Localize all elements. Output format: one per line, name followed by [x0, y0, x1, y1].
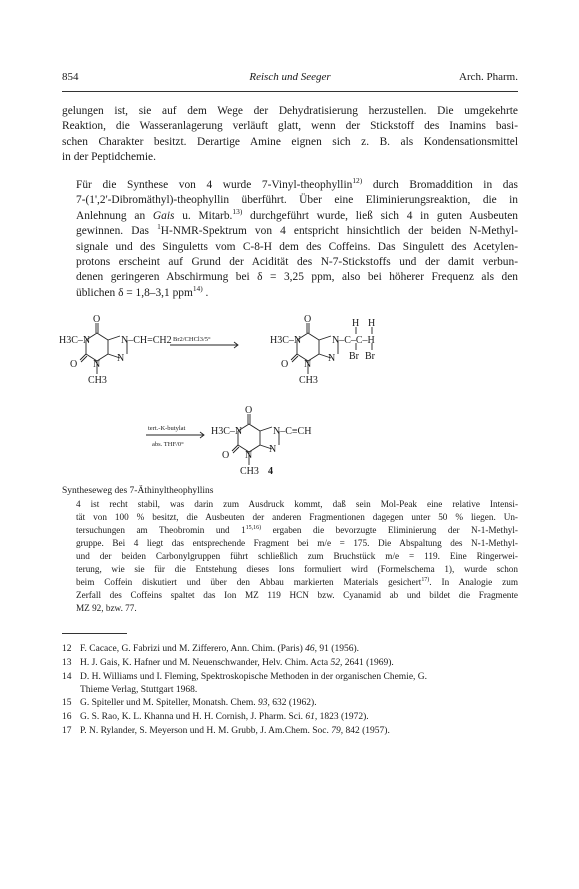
- footnote-text: G. Spiteller und M. Spiteller, Monatsh. Chem.: [80, 698, 258, 708]
- reference-marker: 15,16): [245, 524, 262, 531]
- text-line: 7-(1',2'-Dibromäthyl)-theophyllin überführt. Über eine Eliminierungsreaktion, die in: [76, 194, 518, 207]
- text-line: signale und des Singuletts vom C-8-H dem des Coffeins. Das Singulett des Acetylen-: [76, 240, 518, 253]
- footnote-text: G. S. Rao, K. L. Khanna und H. H. Cornish, J. Pharm. Sci.: [80, 712, 306, 722]
- text-line: terung, wie sie für die Entstehung dieses Ions formuliert wird (Formelschema 1), wurde schon: [76, 564, 518, 574]
- atom-label: Br: [349, 351, 359, 362]
- atom-label: O: [222, 450, 230, 461]
- volume-number: 79,: [331, 726, 344, 736]
- figure-caption: Syntheseweg des 7-Äthinyltheophyllins: [62, 486, 214, 496]
- text-line: in der Peptidchemie.: [62, 151, 156, 164]
- text-line: denen geringeren Abschirmung bei δ = 3,25 ppm, also bei höherer Frequenz als den: [76, 271, 518, 284]
- reference-marker: 12): [352, 176, 363, 186]
- footnote-text: 2641 (1969).: [342, 658, 394, 668]
- author-name: Gais: [152, 209, 175, 222]
- atom-label: Br: [365, 351, 375, 362]
- atom-label: H3C–N: [211, 426, 243, 437]
- reference-marker: 13): [232, 207, 243, 217]
- solvent-label: abs. THF/0°: [152, 441, 184, 448]
- atom-label: CH3: [240, 466, 259, 477]
- footnote-number: 17: [62, 726, 72, 736]
- compound-number: 4: [268, 466, 273, 477]
- atom-label: N: [269, 444, 277, 455]
- structure-vinyl-theophylline: [80, 323, 127, 374]
- footnote-text: 91 (1956).: [317, 644, 359, 654]
- atom-label: N: [93, 359, 101, 370]
- text-run: Für die Synthese von 4 wurde 7-Vinyl-theophyllin: [76, 179, 353, 191]
- text-run: H-NMR-Spektrum von 4 entspricht hinsichtlich der beiden N-Methyl-: [160, 225, 519, 238]
- isotope-marker: 1: [157, 222, 161, 232]
- atom-label: N–C≡CH: [273, 426, 312, 437]
- text-run: durchgeführt wurde, ließ sich 4 in guten Ausbeuten: [242, 209, 518, 222]
- text-line: protons erscheint auf Grund der Acidität des N-7-Stickstoffs und der damit verbun-: [76, 256, 518, 269]
- footnote-text: Thieme Verlag, Stuttgart 1968.: [80, 684, 198, 695]
- reagent-label: Br2/CHCl3/5°: [173, 336, 211, 343]
- footnote: [62, 697, 317, 710]
- footnote-number: 14: [62, 672, 72, 682]
- text-line: 4 ist recht stabil, was darin zum Ausdruck kommt, daß sein Mol-Peak eine relative Intensi-: [76, 499, 518, 509]
- atom-label: N: [245, 450, 253, 461]
- footnote: [62, 643, 359, 656]
- footnote-text: 842 (1957).: [343, 726, 390, 736]
- text-run: u. Mitarb.: [174, 209, 233, 222]
- footnote: [62, 657, 394, 670]
- text-line: gruppe. Bei 4 liegt das entsprechende Fragment bei m/e = 175. Die Abspaltung des N-1-Methyl-: [76, 538, 518, 548]
- volume-number: 52,: [330, 658, 343, 668]
- atom-label: N–C–C–H: [332, 335, 375, 346]
- footnote-number: 12: [62, 644, 72, 654]
- footnote-number: 16: [62, 712, 72, 722]
- text-line: und der beiden Carbonylgruppen führt schließlich zum Bruchstück m/e = 119. Eine Ringerwei-: [76, 551, 518, 561]
- atom-label: N: [328, 353, 336, 364]
- text-line: Reaktion, die Wasseranlagerung verläuft glatt, wenn der Stickstoff des Inamins basi-: [62, 120, 518, 133]
- atom-label: N: [117, 353, 125, 364]
- text-line: MZ 92, bzw. 77.: [76, 603, 137, 613]
- text-run: tersuchungen am Theobromin und 1: [76, 525, 246, 535]
- journal-name: Arch. Pharm.: [459, 71, 518, 83]
- atom-label: CH3: [299, 375, 318, 386]
- footnote-text: 1823 (1972).: [317, 712, 369, 722]
- text-line: tät von 100 % besitzt, die Ausbeuten der anderen Fragmentionen dagegen unter 50 % liegen. Un-: [76, 512, 518, 522]
- atom-label: H3C–N: [59, 335, 91, 346]
- running-authors: Reisch und Seeger: [249, 71, 331, 83]
- footnote-number: 15: [62, 698, 72, 708]
- text-line: schen Charakter besitzt. Derartige Amine eignen sich z. B. als Kondensationsmittel: [62, 135, 518, 148]
- text-run: durch Bromaddition in das: [362, 179, 518, 191]
- footnote-text: P. N. Rylander, S. Meyerson und H. M. Grubb, J. Am.Chem. Soc.: [80, 726, 332, 736]
- text-run: . In Analogie zum: [429, 577, 518, 587]
- footnote-text: H. J. Gais, K. Hafner und M. Neuenschwander, Helv. Chim. Acta: [80, 658, 331, 668]
- atom-label: O: [281, 359, 289, 370]
- atom-label: O: [245, 405, 253, 416]
- structure-ethynyl-theophylline: [232, 414, 279, 465]
- atom-label: H: [368, 318, 376, 329]
- atom-label: O: [70, 359, 78, 370]
- atom-label: N–CH=CH2: [121, 335, 172, 346]
- volume-number: 61,: [305, 712, 318, 722]
- text-line: [62, 576, 518, 589]
- footnote: [62, 711, 369, 724]
- atom-label: H: [352, 318, 360, 329]
- footnote-number: 13: [62, 658, 72, 668]
- text-line: gelungen ist, sie auf dem Wege der Dehydratisierung herzustellen. Die umgekehrte: [62, 105, 518, 117]
- text-line: Zerfall des Coffeins spaltet das Ion MZ 119 HCN bzw. Cyanamid ab und bildet die Fragmente: [76, 590, 518, 600]
- volume-number: 46,: [305, 644, 318, 654]
- reference-marker: 14): [192, 284, 203, 294]
- reference-marker: 17): [421, 576, 430, 583]
- reagent-label: tert.-K-butylat: [148, 425, 186, 432]
- atom-label: O: [304, 314, 312, 325]
- page-number: 854: [62, 71, 79, 83]
- text-line: [62, 524, 518, 537]
- text-run: ergaben die bevorzugte Eliminierung der N-1-Methyl-: [261, 525, 518, 535]
- footnote: [62, 671, 427, 696]
- text-run: .: [202, 286, 209, 299]
- text-run: üblichen δ = 1,8–3,1 ppm: [76, 286, 193, 299]
- footnote-text: D. H. Williams und I. Fleming, Spektroskopische Methoden in der organischen Chemie, G.: [80, 672, 428, 682]
- text-run: Anlehnung an: [76, 209, 153, 222]
- footnote-text: F. Cacace, G. Fabrizi und M. Zifferero, Ann. Chim. (Paris): [80, 644, 306, 654]
- atom-label: N: [304, 359, 312, 370]
- paragraph-mass-spec: [62, 498, 518, 615]
- atom-label: H3C–N: [270, 335, 302, 346]
- atom-label: CH3: [88, 375, 107, 386]
- volume-number: 93,: [258, 698, 270, 708]
- footnote-rule: [62, 633, 127, 634]
- text-run: beim Coffein diskutiert und über den Abbau markierten Materials gesichert: [76, 577, 422, 587]
- footnote-text: 632 (1962).: [269, 698, 317, 708]
- text-run: gewinnen. Das: [76, 225, 158, 238]
- atom-label: O: [93, 314, 101, 325]
- footnote: [62, 725, 390, 738]
